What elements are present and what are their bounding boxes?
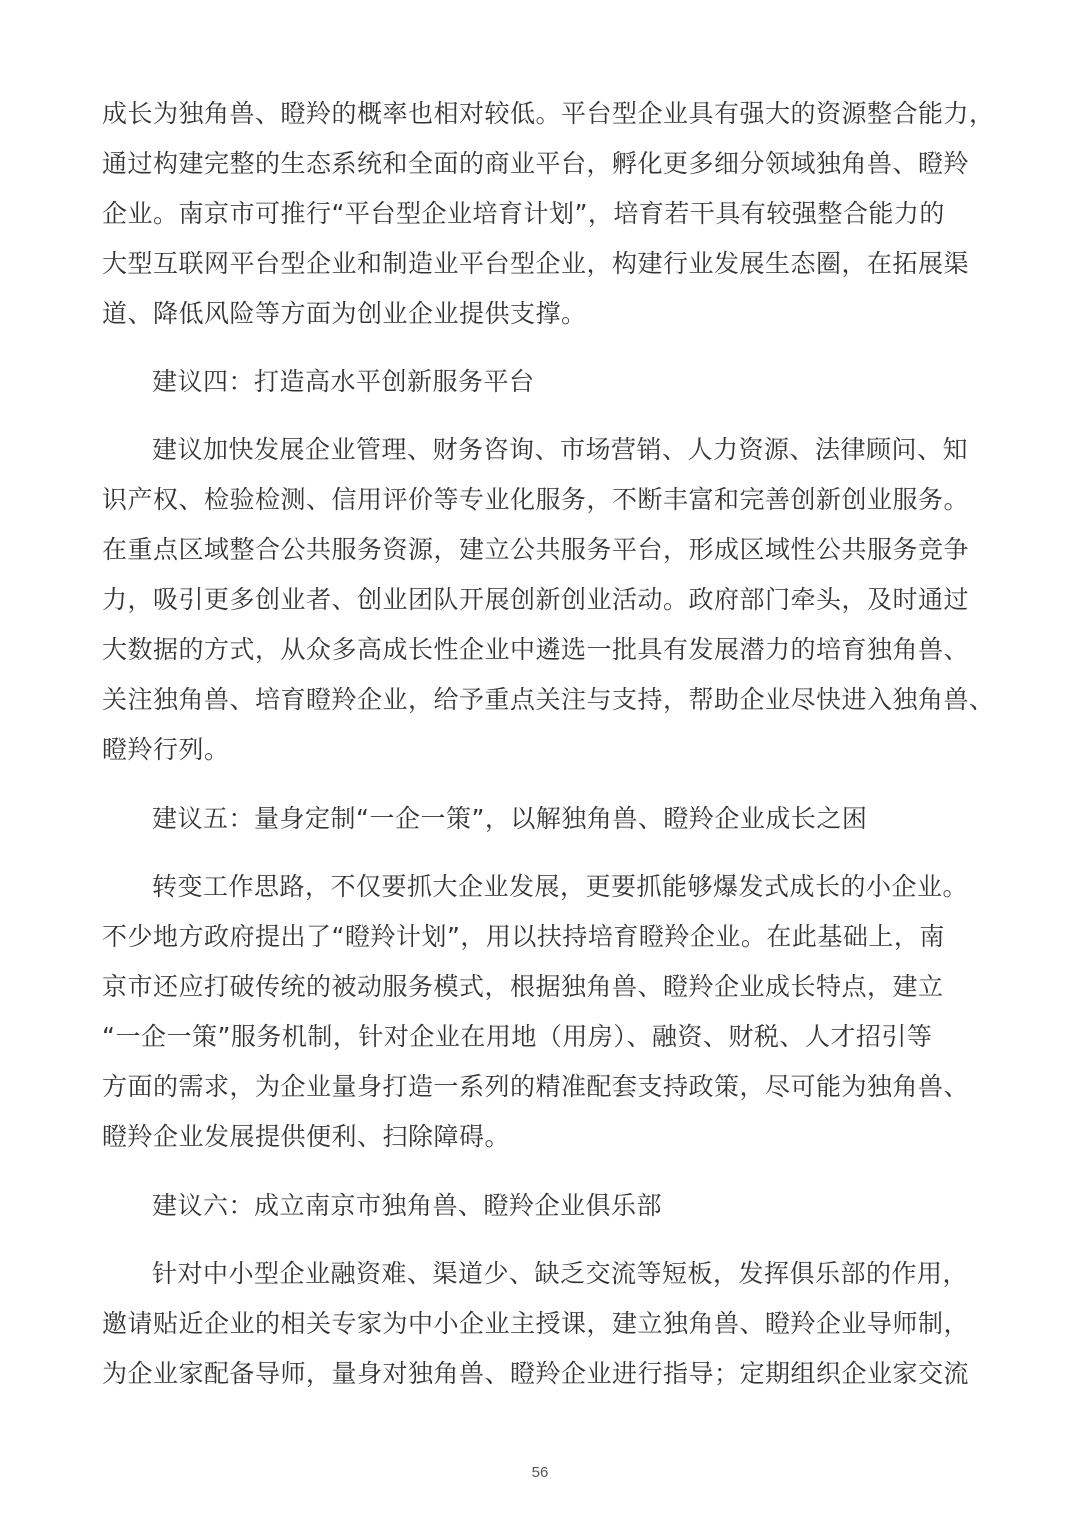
paragraph-line: 为企业家配备导师，量身对独角兽、瞪羚企业进行指导；定期组织企业家交流 xyxy=(102,1359,970,1388)
section-heading: 建议五：量身定制“一企一策”，以解独角兽、瞪羚企业成长之困 xyxy=(152,804,868,833)
paragraph-line: 针对中小型企业融资难、渠道少、缺乏交流等短板，发挥俱乐部的作用， xyxy=(152,1259,969,1288)
paragraph-line: 在重点区域整合公共服务资源，建立公共服务平台，形成区域性公共服务竞争 xyxy=(102,535,970,564)
paragraph-line: 瞪羚行列。 xyxy=(102,735,230,764)
section-heading: 建议六：成立南京市独角兽、瞪羚企业俱乐部 xyxy=(152,1191,663,1220)
paragraph-line: 识产权、检验检测、信用评价等专业化服务，不断丰富和完善创新创业服务。 xyxy=(102,485,970,514)
paragraph-line: 京市还应打破传统的被动服务模式，根据独角兽、瞪羚企业成长特点，建立 xyxy=(102,972,944,1001)
paragraph-line: 通过构建完整的生态系统和全面的商业平台，孵化更多细分领域独角兽、瞪羚 xyxy=(102,149,970,178)
paragraph-line: 大数据的方式，从众多高成长性企业中遴选一批具有发展潜力的培育独角兽、 xyxy=(102,635,970,664)
paragraph-line: 企业。南京市可推行“平台型企业培育计划”，培育若干具有较强整合能力的 xyxy=(102,199,945,228)
paragraph-line: 不少地方政府提出了“瞪羚计划”，用以扶持培育瞪羚企业。在此基础上，南 xyxy=(102,922,945,951)
paragraph-line: 建议加快发展企业管理、财务咨询、市场营销、人力资源、法律顾问、知 xyxy=(152,435,969,464)
page-number: 56 xyxy=(531,1464,549,1481)
paragraph-line: 转变工作思路，不仅要抓大企业发展，更要抓能够爆发式成长的小企业。 xyxy=(152,872,969,901)
section-heading: 建议四：打造高水平创新服务平台 xyxy=(152,367,535,396)
paragraph-line: 关注独角兽、培育瞪羚企业，给予重点关注与支持，帮助企业尽快进入独角兽、 xyxy=(102,685,995,714)
paragraph-line: 成长为独角兽、瞪羚的概率也相对较低。平台型企业具有强大的资源整合能力， xyxy=(102,99,995,128)
paragraph-line: “一企一策”服务机制，针对企业在用地（用房）、融资、财税、人才招引等 xyxy=(102,1022,933,1051)
paragraph-line: 大型互联网平台型企业和制造业平台型企业，构建行业发展生态圈，在拓展渠 xyxy=(102,249,970,278)
paragraph-line: 瞪羚企业发展提供便利、扫除障碍。 xyxy=(102,1122,511,1151)
paragraph-line: 方面的需求，为企业量身打造一系列的精准配套支持政策，尽可能为独角兽、 xyxy=(102,1072,970,1101)
paragraph-line: 道、降低风险等方面为创业企业提供支撑。 xyxy=(102,299,587,328)
paragraph-line: 力，吸引更多创业者、创业团队开展创新创业活动。政府部门牵头，及时通过 xyxy=(102,585,970,614)
paragraph-line: 邀请贴近企业的相关专家为中小企业主授课，建立独角兽、瞪羚企业导师制， xyxy=(102,1309,970,1338)
